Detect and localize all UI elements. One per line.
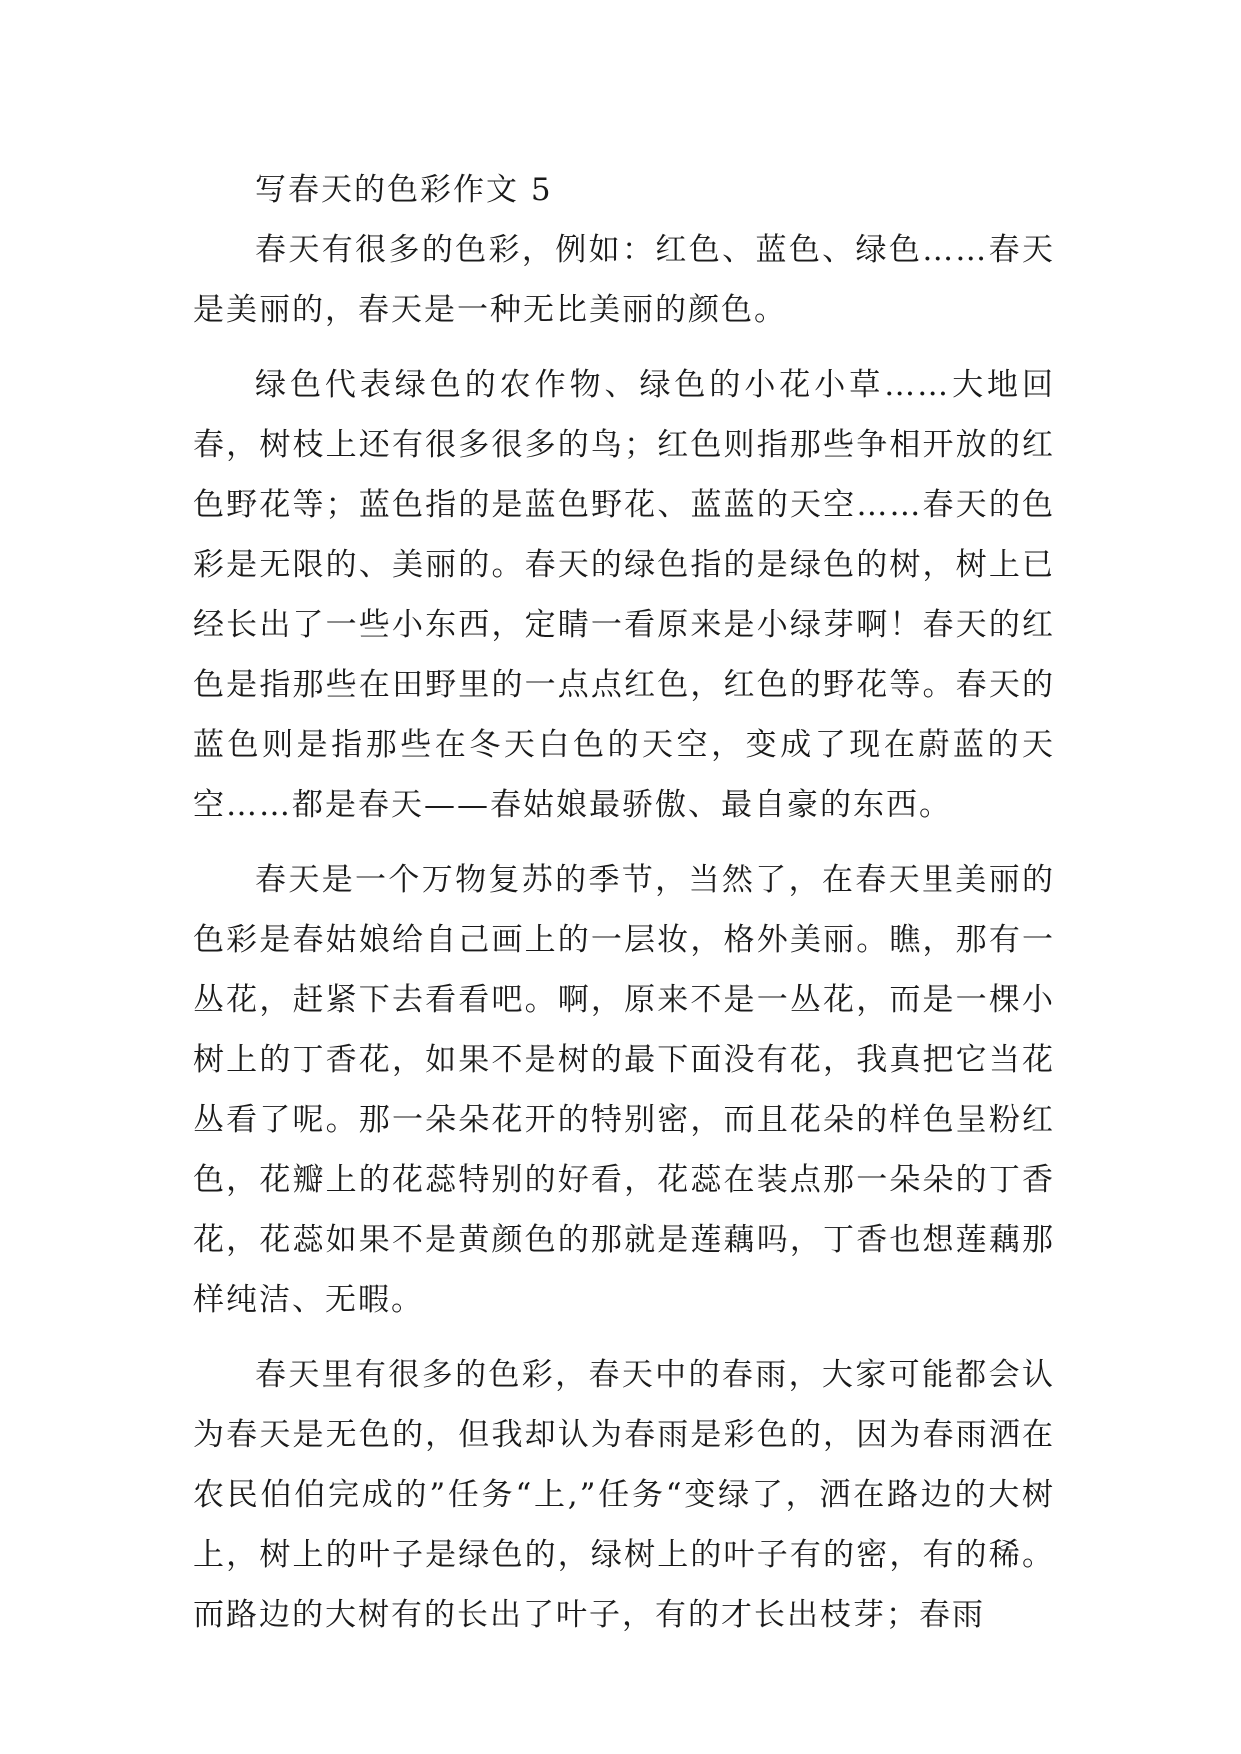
paragraph-1: 春天有很多的色彩，例如：红色、蓝色、绿色……春天是美丽的，春天是一种无比美丽的颜色。 <box>193 232 1055 328</box>
paragraph-3: 春天是一个万物复苏的季节，当然了，在春天里美丽的色彩是春姑娘给自己画上的一层妆，格外美丽。瞧，那有一丛花，赶紧下去看看吧。啊，原来不是一丛花，而是一棵小树上的丁香花，如果不是树的最下面没有花，我真把它当花丛看了呢。那一朵朵花开的特别密，而且花朵的样色呈粉红色，花瓣上的花蕊特别的好看，花蕊在装点那一朵朵的丁香花，花蕊如果不是黄颜色的那就是莲藕吗，丁香也想莲藕那样纯洁、无暇。 <box>193 862 1055 1318</box>
essay-title: 写春天的色彩作文 5 <box>255 172 553 208</box>
paragraph-4: 春天里有很多的色彩，春天中的春雨，大家可能都会认为春天是无色的，但我却认为春雨是彩色的，因为春雨洒在农民伯伯完成的”任务“上,”任务“变绿了，洒在路边的大树上，树上的叶子是绿色的，绿树上的叶子有的密，有的稀。而路边的大树有的长出了叶子，有的才长出枝芽；春雨 <box>193 1357 1055 1633</box>
paragraph-2: 绿色代表绿色的农作物、绿色的小花小草……大地回春，树枝上还有很多很多的鸟；红色则指那些争相开放的红色野花等；蓝色指的是蓝色野花、蓝蓝的天空……春天的色彩是无限的、美丽的。春天的绿色指的是绿色的树，树上已经长出了一些小东西，定睛一看原来是小绿芽啊！春天的红色是指那些在田野里的一点点红色，红色的野花等。春天的蓝色则是指那些在冬天白色的天空，变成了现在蔚蓝的天空……都是春天——春姑娘最骄傲、最自豪的东西。 <box>193 367 1055 823</box>
document-body <box>193 160 1055 1660</box>
